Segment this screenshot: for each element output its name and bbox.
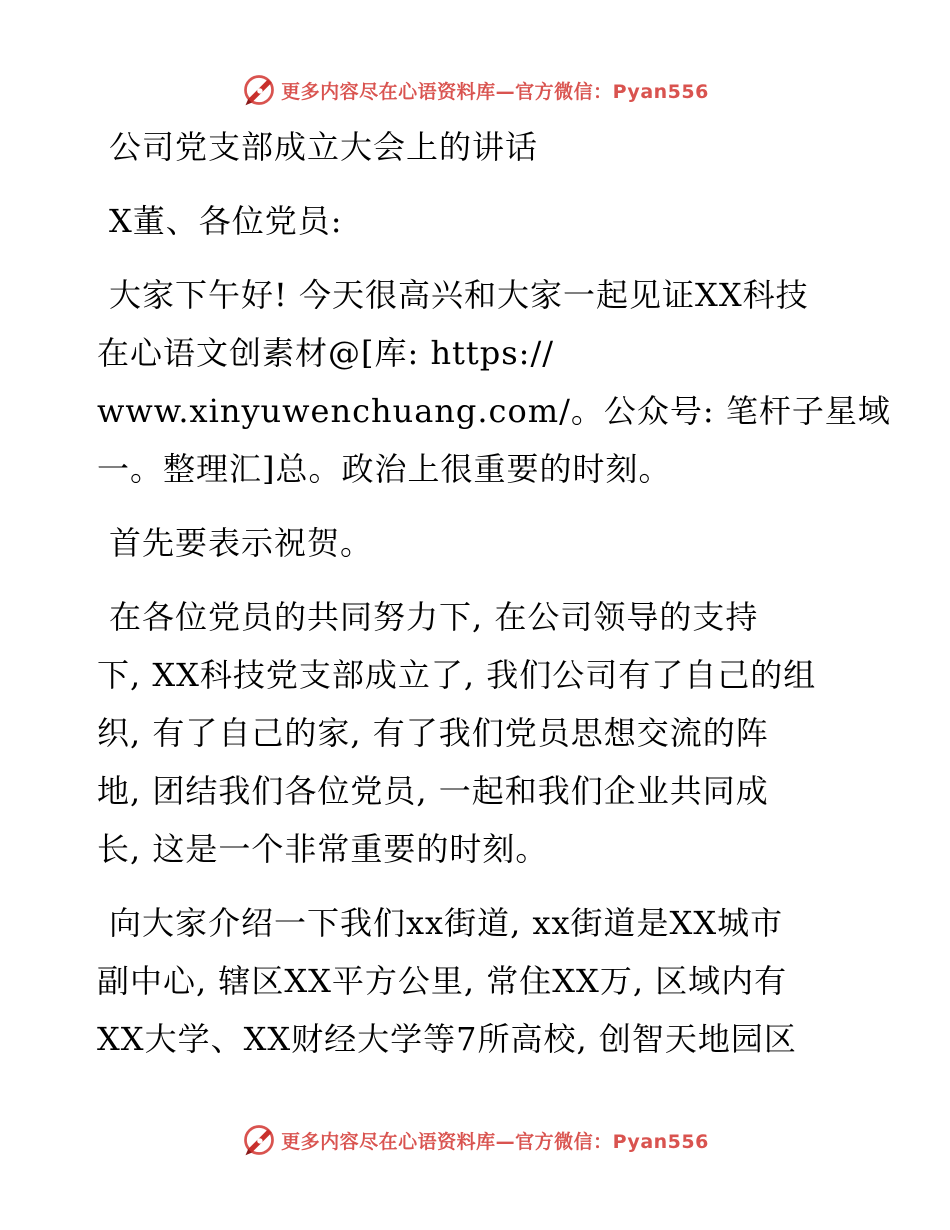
pen-logo-icon [241, 72, 277, 108]
pen-logo-icon [241, 1122, 277, 1158]
paragraph-line: 副中心, 辖区XX平方公里, 常住XX万, 区域内有 [97, 962, 788, 1000]
paragraph-4 [97, 894, 867, 1068]
paragraph-line: 向大家介绍一下我们xx街道, xx街道是XX城市 [109, 904, 784, 942]
header-banner [0, 68, 950, 112]
paragraph-line: www.xinyuwenchuang.com/。公众号: 笔杆子星域 [97, 392, 891, 430]
banner-text: 更多内容尽在心语资料库—官方微信：Pyan556 [281, 80, 709, 103]
document-body [97, 118, 891, 1084]
footer-banner [0, 1118, 950, 1162]
paragraph-line: XX大学、XX财经大学等7所高校, 创智天地园区 [97, 1020, 797, 1058]
document-title: 公司党支部成立大会上的讲话 [109, 128, 539, 166]
banner-text: 更多内容尽在心语资料库—官方微信：Pyan556 [281, 1130, 709, 1153]
paragraph-line: 长, 这是一个非常重要的时刻。 [97, 830, 549, 868]
paragraph-line: 在各位党员的共同努力下, 在公司领导的支持 [109, 598, 759, 636]
paragraph-3 [97, 588, 867, 878]
paragraph-line: 一。整理汇]总。政治上很重要的时刻。 [97, 450, 672, 488]
paragraph-1 [97, 266, 891, 498]
paragraph-line: 在心语文创素材@[库: https:// [97, 334, 555, 372]
paragraph-line: 下, XX科技党支部成立了, 我们公司有了自己的组 [97, 656, 817, 694]
paragraph-line: 大家下午好! 今天很高兴和大家一起见证XX科技 [109, 276, 809, 314]
greeting: X董、各位党员: [109, 202, 343, 240]
paragraph-line: 织, 有了自己的家, 有了我们党员思想交流的阵 [97, 714, 769, 752]
paragraph-2: 首先要表示祝贺。 [109, 524, 374, 562]
paragraph-line: 地, 团结我们各位党员, 一起和我们企业共同成 [97, 772, 769, 810]
